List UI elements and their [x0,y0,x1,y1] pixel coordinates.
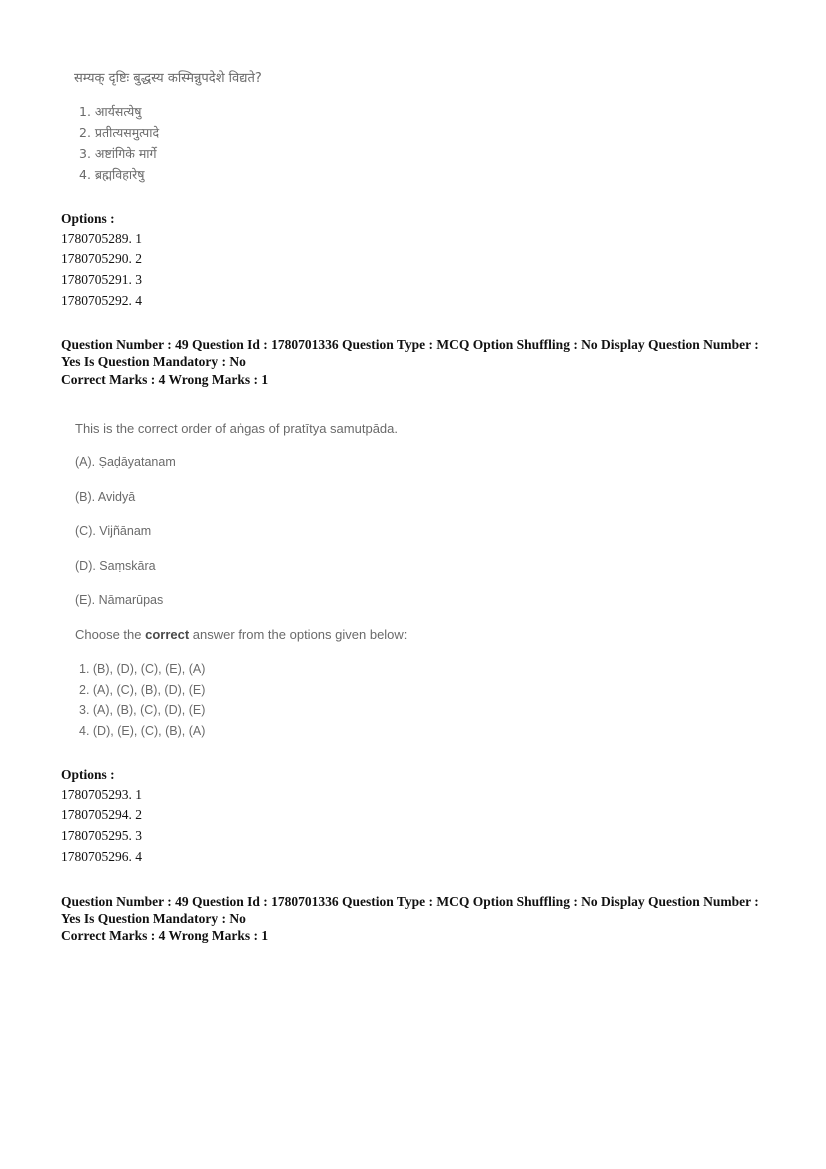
question-1-image [0,0,826,200]
option-item: 1780705293. 1 [61,787,142,802]
question-1-stem: सम्यक् दृष्टिः बुद्धस्य कस्मिन्नुपदेशे विद्यते? [74,71,262,86]
instruction-text: answer from the options given below: [189,627,408,642]
question-1-choice: 2. प्रतीत्यसमुत्पादे [79,125,160,140]
question-2-item: (D). Saṃskāra [75,559,156,573]
option-item: 1780705290. 2 [61,251,142,266]
option-item: 1780705294. 2 [61,807,142,822]
question-meta: Question Number : 49 Question Id : 1780701336 Question Type : MCQ Option Shuffling : No Display Question Number : Yes Is Question Mandatory : No [61,337,759,369]
options-heading: Options : [61,767,115,782]
option-item: 1780705295. 3 [61,828,142,843]
question-2-item: (C). Vijñānam [75,524,152,538]
question-2-stem: This is the correct order of aṅgas of pratītya samutpāda. [75,421,398,436]
question-2-instruction [75,627,407,642]
question-2-item: (B). Avidyā [75,490,136,504]
question-2-choice: 3. (A), (B), (C), (D), (E) [79,703,206,717]
question-meta: Question Number : 49 Question Id : 1780701336 Question Type : MCQ Option Shuffling : No Display Question Number : Yes Is Question Mandatory : No [61,894,759,926]
question-1-choice: 4. ब्रह्मविहारेषु [79,167,145,182]
question-marks: Correct Marks : 4 Wrong Marks : 1 [61,928,269,943]
question-2-choice: 2. (A), (C), (B), (D), (E) [79,683,206,697]
options-heading: Options : [61,211,115,226]
question-1-choice: 1. आर्यसत्येषु [79,104,142,119]
question-1-choice: 3. अष्टांगिके मार्गे [79,146,157,161]
question-2-item: (A). Ṣaḍāyatanam [75,455,176,469]
instruction-text: Choose the [75,627,146,642]
option-item: 1780705292. 4 [61,293,142,308]
option-item: 1780705296. 4 [61,849,142,864]
question-2-image [0,410,826,750]
instruction-emphasis: correct [145,627,190,642]
option-item: 1780705289. 1 [61,231,142,246]
question-marks: Correct Marks : 4 Wrong Marks : 1 [61,372,269,387]
question-2-item: (E). Nāmarūpas [75,593,164,607]
option-item: 1780705291. 3 [61,272,142,287]
question-2-choice: 4. (D), (E), (C), (B), (A) [79,724,206,738]
question-2-choice: 1. (B), (D), (C), (E), (A) [79,662,206,676]
